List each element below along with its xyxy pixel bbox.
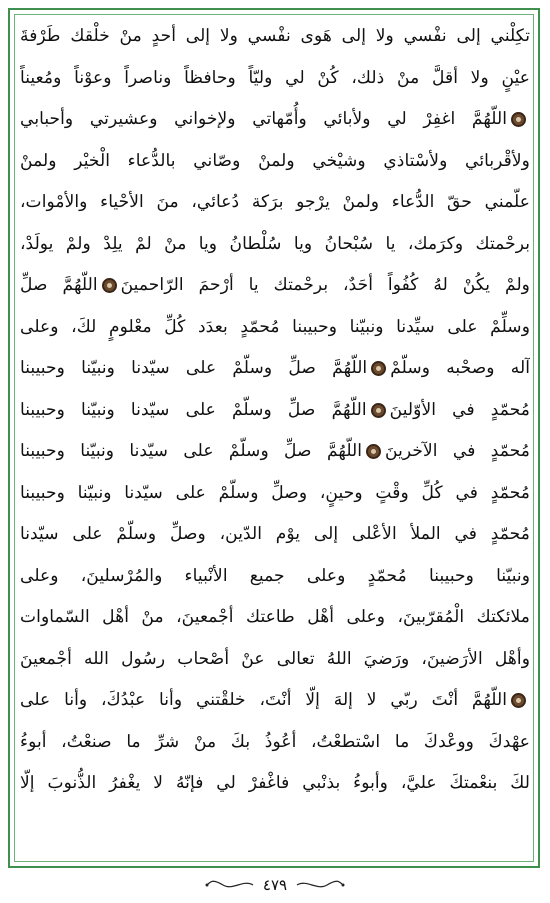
text-segment: وأهْل الأرَضينَ، ورَضيَ اللهُ تعالى عنْ أصْحاب رسُول الله أجْمعينَ — [20, 648, 530, 669]
text-line — [20, 722, 530, 764]
text-line — [20, 182, 530, 224]
text-segment: عيْنٍ ولا أقلَّ منْ ذلك، كُنْ لي وليّاً وحافظاً وناصراً وعوْناً ومُعيناً — [20, 67, 530, 88]
text-segment: مُحمّدٍ في الملأ الأعْلى إلى يوْم الدّين، وصلِّ وسلّمْ على سيّدنا — [20, 524, 530, 544]
text-line — [20, 307, 530, 349]
ornament-right-icon — [295, 878, 345, 892]
prayer-text-block — [20, 16, 530, 805]
rosette-ornament-icon — [371, 403, 386, 418]
text-line — [20, 224, 530, 266]
text-segment: وسلِّمْ على سيِّدنا ونبيّنا وحبيبنا مُحمّدٍ بعدَد كُلِّ معْلومٍ لكَ، وعلى — [20, 316, 530, 337]
rosette-ornament-icon — [511, 693, 526, 708]
text-segment: مُحمّدٍ في الآخرينَ — [385, 441, 530, 461]
text-segment: اللّهُمَّ صلِّ وسلّمْ على سيّدنا ونبيّنا وحبيبنا — [20, 358, 368, 378]
text-segment: ونبيّنا وحبيبنا مُحمّدٍ وعلى جميع الأنْبياء والمُرْسلينَ، وعلى — [20, 565, 530, 586]
text-line — [20, 265, 530, 307]
text-line — [20, 763, 530, 805]
text-segment: اللّهُمَّ صلِّ وسلّمْ على سيّدنا ونبيّنا وحبيبنا — [20, 441, 363, 461]
text-line — [20, 348, 530, 390]
text-line — [20, 141, 530, 183]
text-segment: مُحمّدٍ في الأوّلينَ — [389, 399, 530, 420]
text-line — [20, 639, 530, 681]
text-line — [20, 473, 530, 515]
text-segment: ملائكتك الْمُقرّبينَ، وعلى أهْل طاعتك أجْمعينَ، منْ أهْل السّماوات — [20, 607, 530, 627]
text-line — [20, 680, 530, 722]
text-line — [20, 431, 530, 473]
text-segment: برحْمتك وكرَمك، يا سُبْحانُ ويا سُلْطانُ ويا منْ لمْ يلِدْ ولمْ يولَدْ، — [20, 233, 530, 254]
text-line — [20, 597, 530, 639]
text-segment: ولمْ يكُنْ لهُ كُفُواً أحَدٌ، برحْمتك يا أرْحمَ الرّاحمينَ — [120, 275, 530, 295]
rosette-ornament-icon — [371, 361, 386, 376]
rosette-ornament-icon — [511, 112, 526, 127]
text-segment: ولأقْربائي ولأسْتاذي وشيْخي ولمنْ وصّاني بالدُّعاء الْخيْر ولمنْ — [20, 150, 530, 171]
text-line — [20, 556, 530, 598]
text-segment: لكَ بنعْمتكَ عليَّ، وأبوءُ بذنْبي فاغْفرْ لي فإنّهُ لا يغْفرُ الذُّنوبَ إلّا — [20, 773, 530, 793]
text-line — [20, 514, 530, 556]
page-footer — [0, 874, 550, 896]
text-segment: اللّهُمَّ اغفِرْ لي ولأبائي وأُمّهاتي ولإخواني وعشيرتي وأحبابي — [20, 109, 507, 129]
rosette-ornament-icon — [102, 278, 117, 293]
rosette-ornament-icon — [366, 444, 381, 459]
text-segment: تكِلْني إلى نفْسي ولا إلى هَوى نفْسي ولا إلى أحدٍ منْ خلْقك طَرْفةَ — [20, 26, 530, 46]
page-number: ٤٧٩ — [262, 876, 288, 894]
text-segment: عهْدكَ ووعْدكَ ما اسْتطعْتُ، أعُوذُ بكَ منْ شرِّ ما صنعْتُ، أبوءُ — [20, 731, 530, 752]
ornament-left-icon — [205, 878, 255, 892]
text-line — [20, 16, 530, 58]
text-segment: علّمني حقّ الدُّعاء ولمنْ يرْجو برَكة دُعائي، منَ الأحْياء والأمْوات، — [20, 192, 530, 212]
text-segment: اللّهُمَّ أنْتَ ربّي لا إلهَ إلّا أنْتَ، خلقْتني وأنا عبْدُكَ، وأنا على — [20, 690, 507, 710]
text-line — [20, 58, 530, 100]
text-segment: اللّهُمَّ صلِّ وسلّمْ على سيّدنا ونبيّنا وحبيبنا — [20, 399, 367, 420]
text-segment: مُحمّدٍ في كُلِّ وقْتٍ وحينٍ، وصلِّ وسلّمْ على سيّدنا ونبيّنا وحبيبنا — [20, 482, 530, 503]
text-segment: اللّهُمَّ صلِّ — [20, 275, 98, 295]
text-line — [20, 390, 530, 432]
text-segment: آله وصحْبه وسلّمْ — [390, 358, 530, 378]
text-line — [20, 99, 530, 141]
